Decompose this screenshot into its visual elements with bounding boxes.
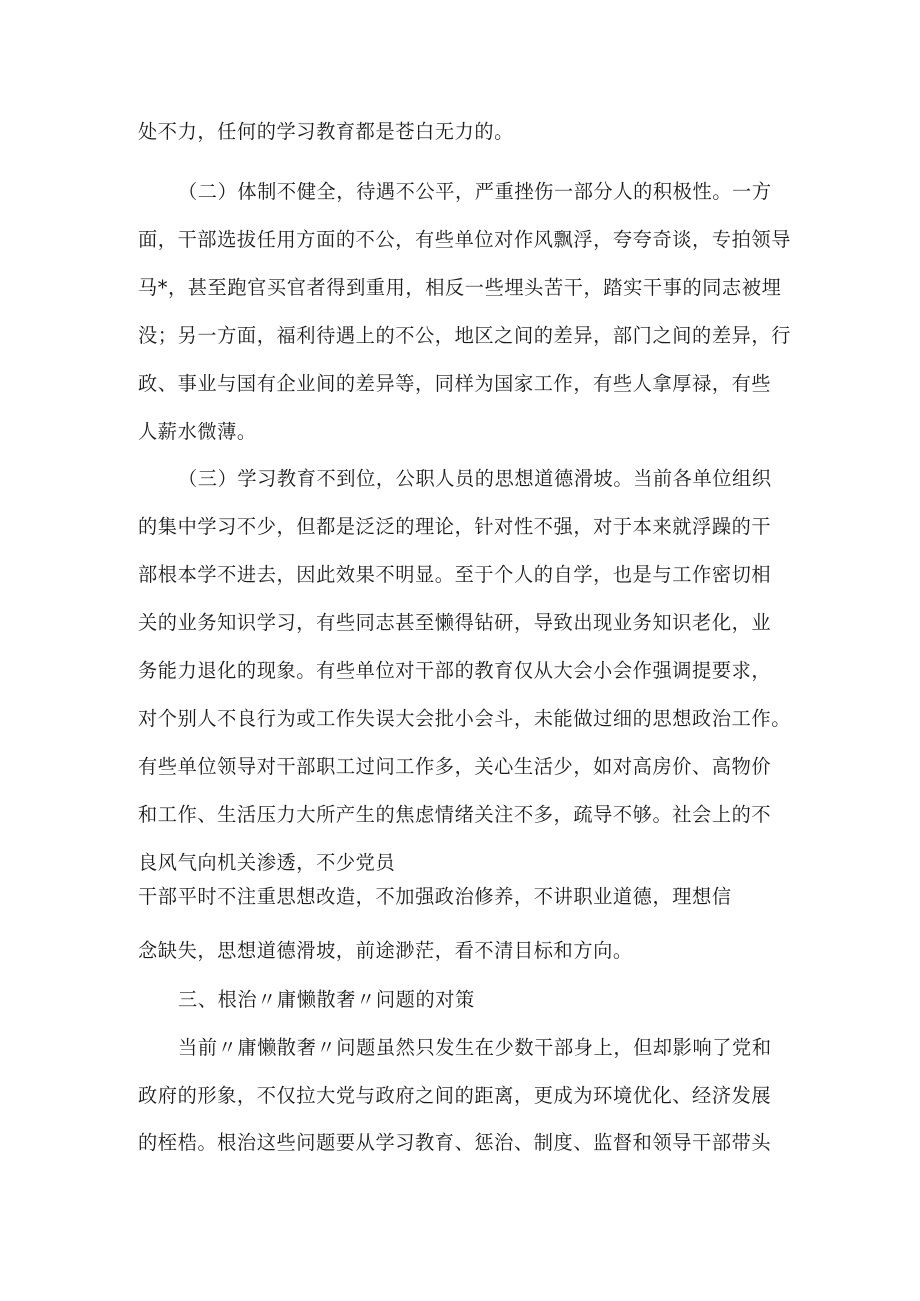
body-line: 的桎梏。根治这些问题要从学习教育、惩治、制度、监督和领导干部带头 <box>138 1131 772 1154</box>
body-line: 面，干部选拔任用方面的不公，有些单位对作风飘浮，夸夸奇谈，专拍领导 <box>138 228 791 251</box>
body-line: 没；另一方面，福利待遇上的不公，地区之间的差异，部门之间的差异，行 <box>138 324 791 347</box>
body-line: 务能力退化的现象。有些单位对干部的教育仅从大会小会作强调提要求， <box>138 659 772 682</box>
body-line: 的集中学习不少，但都是泛泛的理论，针对性不强，对于本来就浮躁的干 <box>138 515 772 538</box>
body-line: 对个别人不良行为或工作失误大会批小会斗，未能做过细的思想政治工作。 <box>138 707 791 730</box>
paragraph-first-line: 当前〃庸懒散奢〃问题虽然只发生在少数干部身上，但却影响了党和 <box>178 1036 772 1059</box>
body-line: 马*，甚至跑官买官者得到重用，相反一些埋头苦干，踏实干事的同志被埋 <box>138 276 782 299</box>
body-line: 政府的形象，不仅拉大党与政府之间的距离，更成为环境优化、经济发展 <box>138 1084 772 1107</box>
section-heading: 三、根治〃庸懒散奢〃问题的对策 <box>178 988 475 1011</box>
body-line: 念缺失，思想道德滑坡，前途渺茫，看不清目标和方向。 <box>138 939 633 962</box>
section-two-first-line: （二）体制不健全，待遇不公平，严重挫伤一部分人的积极性。一方 <box>178 180 772 203</box>
body-line: 关的业务知识学习，有些同志甚至懒得钻研，导致出现业务知识老化，业 <box>138 611 772 634</box>
body-line: 良风气向机关渗透，不少党员 <box>138 851 396 874</box>
body-line: 和工作、生活压力大所产生的焦虑情绪关注不多，疏导不够。社会上的不 <box>138 803 772 826</box>
body-line: 人薪水微薄。 <box>138 420 257 443</box>
section-three-first-line: （三）学习教育不到位，公职人员的思想道德滑坡。当前各单位组织 <box>178 467 772 490</box>
body-line: 有些单位领导对干部职工过问工作多，关心生活少，如对高房价、高物价 <box>138 755 772 778</box>
body-line: 政、事业与国有企业间的差异等，同样为国家工作，有些人拿厚禄，有些 <box>138 372 772 395</box>
body-line: 部根本学不进去，因此效果不明显。至于个人的自学，也是与工作密切相 <box>138 563 772 586</box>
body-line: 干部平时不注重思想改造，不加强政治修养，不讲职业道德，理想信 <box>138 885 732 908</box>
body-line: 处不力，任何的学习教育都是苍白无力的。 <box>138 120 514 143</box>
